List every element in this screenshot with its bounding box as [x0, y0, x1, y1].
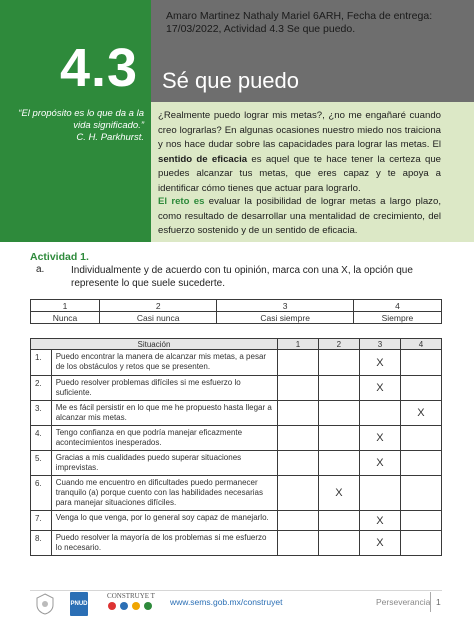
scale-label: Casi nunca	[99, 312, 216, 324]
intro-paragraph	[158, 109, 441, 196]
option-cell-1[interactable]	[277, 476, 318, 511]
table-row	[31, 401, 442, 426]
option-cell-2[interactable]	[318, 531, 359, 556]
table-row	[31, 511, 442, 531]
table-row	[31, 376, 442, 401]
option-cell-3[interactable]	[359, 476, 400, 511]
page-number: 1	[436, 597, 441, 607]
option-cell-2[interactable]	[318, 401, 359, 426]
option-cell-2[interactable]	[318, 426, 359, 451]
challenge-term: El reto es	[158, 196, 205, 207]
row-number: 1.	[31, 350, 52, 376]
x-mark: X	[376, 356, 384, 369]
option-cell-2[interactable]	[318, 476, 359, 511]
x-mark: X	[376, 457, 384, 469]
row-situation: Puedo resolver la mayoría de los problemas si me esfuerzo lo necesario.	[51, 531, 277, 556]
option-cell-1[interactable]	[277, 426, 318, 451]
x-mark: X	[376, 432, 384, 444]
footer-separator	[430, 592, 431, 612]
situations-table	[30, 338, 442, 556]
row-number: 8.	[31, 531, 52, 556]
header-option-3: 3	[359, 339, 400, 350]
table-row	[31, 426, 442, 451]
option-cell-3[interactable]	[359, 376, 400, 401]
option-cell-1[interactable]	[277, 511, 318, 531]
option-cell-4[interactable]	[400, 376, 441, 401]
option-cell-1[interactable]	[277, 451, 318, 476]
activity-title: Actividad 1.	[30, 251, 89, 263]
option-cell-3[interactable]	[359, 531, 400, 556]
x-mark: X	[417, 407, 425, 419]
scale-number: 4	[353, 300, 441, 312]
header-option-1: 1	[277, 339, 318, 350]
header-option-4: 4	[400, 339, 441, 350]
option-cell-3[interactable]	[359, 451, 400, 476]
header-situation: Situación	[31, 339, 278, 350]
x-mark: X	[376, 514, 384, 527]
scale-label: Casi siempre	[217, 312, 354, 324]
option-cell-1[interactable]	[277, 350, 318, 376]
quote-text: “El propósito es lo que da a la vida significado.”	[18, 108, 144, 131]
option-cell-3[interactable]	[359, 350, 400, 376]
undp-logo: PNUD	[70, 592, 88, 616]
option-cell-3[interactable]	[359, 401, 400, 426]
table-row	[31, 350, 442, 376]
table-header-row	[31, 339, 442, 350]
row-number: 3.	[31, 401, 52, 426]
scale-label: Siempre	[353, 312, 441, 324]
row-number: 4.	[31, 426, 52, 451]
footer-divider	[30, 590, 442, 591]
option-cell-4[interactable]	[400, 350, 441, 376]
scale-number: 3	[217, 300, 354, 312]
row-situation: Puedo resolver problemas difíciles si me esfuerzo lo suficiente.	[51, 376, 277, 401]
option-cell-4[interactable]	[400, 476, 441, 511]
option-cell-4[interactable]	[400, 401, 441, 426]
row-situation: Gracias a mis cualidades puedo superar situaciones imprevistas.	[51, 451, 277, 476]
row-situation: Me es fácil persistir en lo que me he propuesto hasta llegar a alcanzar mis metas.	[51, 401, 277, 426]
row-number: 6.	[31, 476, 52, 511]
challenge-text: evaluar la posibilidad de lograr metas a largo plazo, como resultado de desarrollar una mentalidad de crecimiento, del esfuerzo sostenido y de un sentido de eficacia.	[158, 196, 441, 236]
option-cell-3[interactable]	[359, 511, 400, 531]
construye-t-wordmark: CONSTRUYE T	[107, 592, 155, 600]
option-cell-1[interactable]	[277, 401, 318, 426]
option-cell-2[interactable]	[318, 511, 359, 531]
option-cell-2[interactable]	[318, 350, 359, 376]
scale-numbers-row	[31, 300, 442, 312]
government-seal-icon	[34, 592, 56, 616]
intro-text-b: es aquel que te hace tener la certeza que puedes alcanzar tus metas, que eres capaz y te apoya a identificar cómo tienes que actuar para lograrlo.	[158, 153, 441, 194]
scale-label: Nunca	[31, 312, 100, 324]
option-cell-1[interactable]	[277, 531, 318, 556]
header-option-2: 2	[318, 339, 359, 350]
activity-letter: a.	[36, 264, 45, 275]
table-row	[31, 531, 442, 556]
option-cell-4[interactable]	[400, 451, 441, 476]
activity-instruction: Individualmente y de acuerdo con tu opinión, marca con una X, la opción que represente lo que suele sucederte.	[71, 265, 413, 289]
intro-bold-term: sentido de eficacia	[158, 153, 248, 165]
quote-author: C. H. Parkhurst.	[76, 132, 144, 143]
construye-t-logo	[104, 592, 158, 616]
row-number: 7.	[31, 511, 52, 531]
option-cell-2[interactable]	[318, 376, 359, 401]
intro-text-a: ¿Realmente puedo lograr mis metas?, ¿no me engañaré cuando creo lograrlas? En algunas ocasiones nuestro miedo nos traiciona y nos hace dudar sobre las capacidades para lograr las metas. El	[158, 110, 441, 150]
scale-table	[30, 299, 442, 324]
footer-section: Perseverancia	[376, 597, 431, 607]
challenge-paragraph	[158, 195, 441, 239]
option-cell-4[interactable]	[400, 511, 441, 531]
footer-link[interactable]: www.sems.gob.mx/construyet	[170, 597, 283, 607]
option-cell-3[interactable]	[359, 426, 400, 451]
x-mark: X	[376, 382, 384, 394]
option-cell-4[interactable]	[400, 531, 441, 556]
row-situation: Cuando me encuentro en dificultades puedo permanecer tranquilo (a) porque cuento con las habilidades necesarias para manejar situaciones difíciles.	[51, 476, 277, 511]
quote	[14, 108, 144, 144]
scale-labels-row	[31, 312, 442, 324]
x-mark: X	[335, 487, 343, 499]
row-situation: Venga lo que venga, por lo general soy capaz de manejarlo.	[51, 511, 277, 531]
option-cell-2[interactable]	[318, 451, 359, 476]
row-number: 5.	[31, 451, 52, 476]
scale-number: 2	[99, 300, 216, 312]
table-row	[31, 476, 442, 511]
lesson-number: 4.3	[60, 38, 139, 98]
option-cell-4[interactable]	[400, 426, 441, 451]
scale-number: 1	[31, 300, 100, 312]
lesson-title: Sé que puedo	[162, 68, 300, 93]
student-handwritten-note: Amaro Martinez Nathaly Mariel 6ARH, Fecha de entrega: 17/03/2022, Actividad 4.3 Se que puedo.	[166, 10, 433, 35]
option-cell-1[interactable]	[277, 376, 318, 401]
x-mark: X	[376, 537, 384, 549]
row-situation: Puedo encontrar la manera de alcanzar mis metas, a pesar de los obstáculos y retos que se presenten.	[51, 350, 277, 376]
construye-t-dots-icon	[104, 600, 158, 612]
table-row	[31, 451, 442, 476]
row-number: 2.	[31, 376, 52, 401]
row-situation: Tengo confianza en que podría manejar eficazmente acontecimientos inesperados.	[51, 426, 277, 451]
